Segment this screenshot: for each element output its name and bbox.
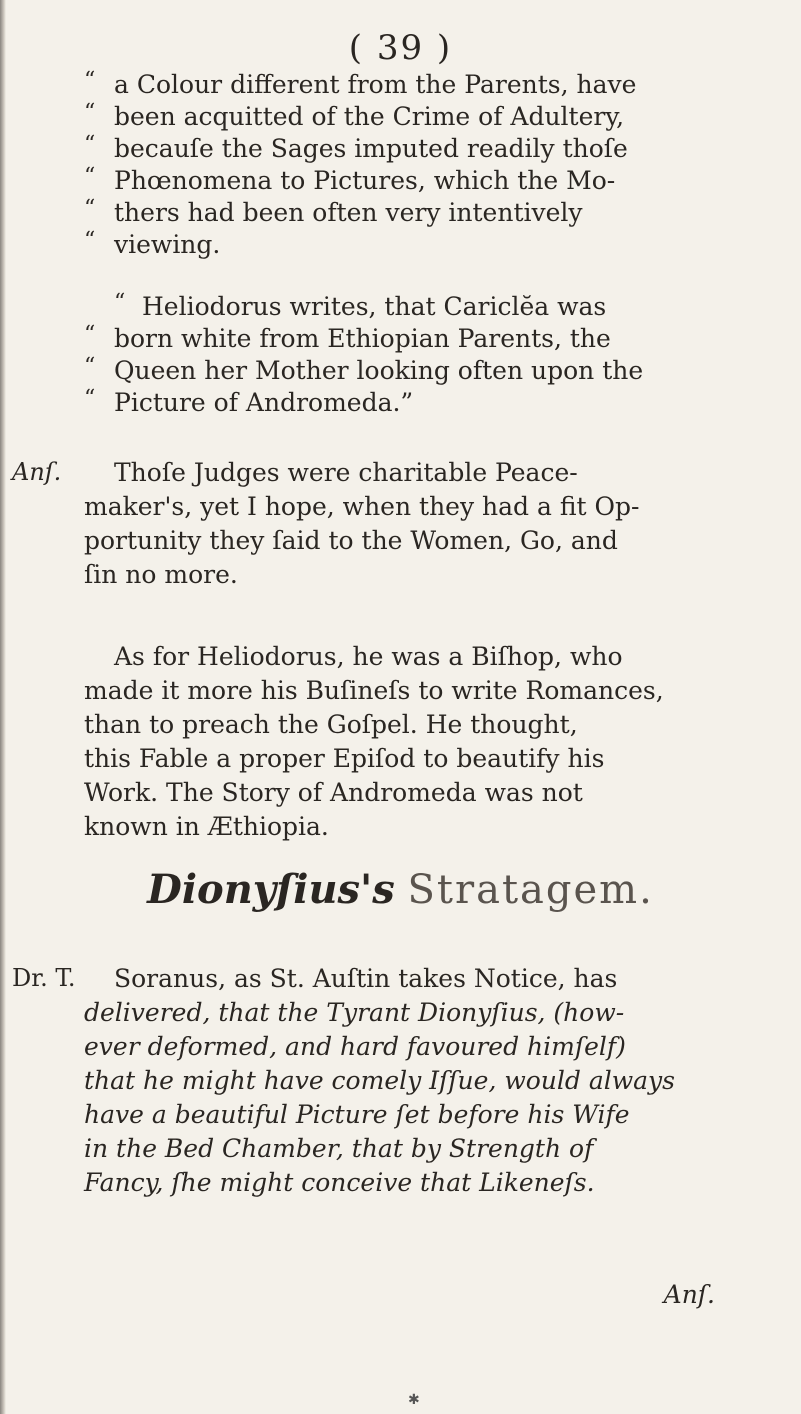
text-line: Queen her Mother looking often upon the bbox=[114, 356, 644, 385]
text-line: than to preach the Goſpel. He thought, bbox=[84, 710, 578, 739]
text-line: ever deformed, and hard favoured himſelf) bbox=[84, 1032, 626, 1061]
text-line: Picture of Andromeda.” bbox=[114, 388, 414, 417]
text-line: As for Heliodorus, he was a Biſhop, who bbox=[114, 642, 623, 671]
text-line: Thoſe Judges were charitable Peace- bbox=[114, 458, 578, 487]
quote-mark: “ bbox=[84, 322, 96, 347]
text-line: thers had been often very intentively bbox=[114, 198, 583, 227]
text-line: been acquitted of the Crime of Adultery, bbox=[114, 102, 625, 131]
text-line: this Fable a proper Epiſod to beautify his bbox=[84, 744, 605, 773]
text-line: Heliodorus writes, that Cariclĕa was bbox=[142, 292, 607, 321]
text-line: viewing. bbox=[114, 230, 221, 259]
text-line: that he might have comely Iſſue, would always bbox=[84, 1066, 676, 1095]
quote-mark: “ bbox=[84, 228, 96, 253]
quote-mark: “ bbox=[84, 100, 96, 125]
book-binding-edge bbox=[0, 0, 6, 1414]
page-number: ( 39 ) bbox=[348, 28, 453, 68]
text-line: delivered, that the Tyrant Dionyſius, (how- bbox=[84, 998, 625, 1027]
quote-mark: “ bbox=[84, 132, 96, 157]
text-line: becauſe the Sages imputed readily thoſe bbox=[114, 134, 628, 163]
heading-normal: Stratagem. bbox=[407, 867, 654, 913]
text-line: made it more his Buſineſs to write Romances, bbox=[84, 676, 664, 705]
text-line: portunity they ſaid to the Women, Go, and bbox=[84, 526, 618, 555]
quote-mark: “ bbox=[84, 386, 96, 411]
text-line: Soranus, as St. Auſtin takes Notice, has bbox=[114, 964, 618, 993]
text-line: Phœnomena to Pictures, which the Mo- bbox=[114, 166, 616, 195]
quote-mark: “ bbox=[84, 164, 96, 189]
quote-mark: “ bbox=[114, 290, 126, 315]
quote-mark: “ bbox=[84, 68, 96, 93]
ink-speck: ✱ bbox=[408, 1392, 420, 1408]
quote-mark: “ bbox=[84, 196, 96, 221]
heading-italic: Dionyſius's bbox=[147, 866, 395, 913]
text-line: Work. The Story of Andromeda was not bbox=[84, 778, 583, 807]
margin-note-answer: Anſ. bbox=[12, 458, 62, 486]
text-line: maker's, yet I hope, when they had a fit Op- bbox=[84, 492, 640, 521]
text-line: in the Bed Chamber, that by Strength of bbox=[84, 1134, 594, 1163]
margin-note-question: Dr. T. bbox=[12, 964, 76, 992]
text-line: ſin no more. bbox=[84, 560, 238, 589]
catchword: Anſ. bbox=[663, 1280, 715, 1309]
quote-mark: “ bbox=[84, 354, 96, 379]
text-line: born white from Ethiopian Parents, the bbox=[114, 324, 611, 353]
section-heading bbox=[0, 866, 801, 913]
text-line: have a beautiful Picture ſet before his Wife bbox=[84, 1100, 630, 1129]
text-line: a Colour different from the Parents, have bbox=[114, 70, 637, 99]
text-line: Fancy, ſhe might conceive that Likeneſs. bbox=[84, 1168, 595, 1197]
text-line: known in Æthiopia. bbox=[84, 812, 329, 841]
